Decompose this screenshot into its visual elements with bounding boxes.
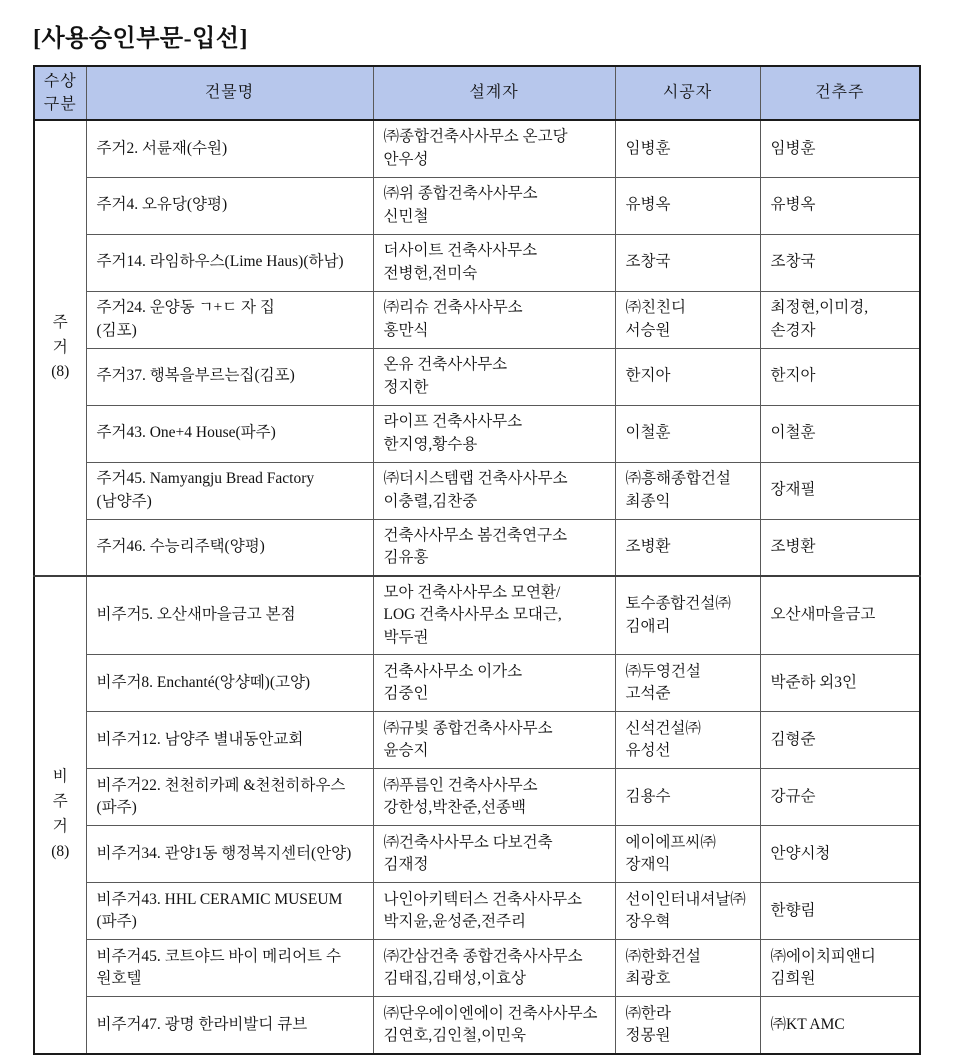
designer-cell: ㈜더시스템랩 건축사사무소 이충렬,김찬중 (373, 462, 615, 519)
table-row (34, 405, 920, 462)
award-group-cell: 주 거 (8) (34, 120, 86, 576)
table-row (34, 348, 920, 405)
building-name-cell: 비주거8. Enchanté(앙샹떼)(고양) (86, 655, 373, 712)
constructor-cell: ㈜한라 정몽원 (615, 997, 760, 1054)
building-name-cell: 비주거43. HHL CERAMIC MUSEUM (파주) (86, 883, 373, 940)
designer-cell: ㈜종합건축사사무소 온고당 안우성 (373, 120, 615, 177)
building-name-cell: 비주거47. 광명 한라비발디 큐브 (86, 997, 373, 1054)
owner-cell: 안양시청 (760, 826, 920, 883)
owner-cell: 김형준 (760, 712, 920, 769)
table-row (34, 291, 920, 348)
constructor-cell: ㈜두영건설 고석준 (615, 655, 760, 712)
owner-cell: 최정현,이미경,손경자 (760, 291, 920, 348)
owner-cell: 박준하 외3인 (760, 655, 920, 712)
designer-cell: 더사이트 건축사사무소 전병헌,전미숙 (373, 234, 615, 291)
table-row (34, 826, 920, 883)
building-name-cell: 주거43. One+4 House(파주) (86, 405, 373, 462)
award-group-cell: 비 주 거 (8) (34, 576, 86, 1054)
table-row (34, 940, 920, 997)
building-name-cell: 비주거34. 관양1동 행정복지센터(안양) (86, 826, 373, 883)
designer-cell: 라이프 건축사사무소 한지영,황수용 (373, 405, 615, 462)
table-row (34, 769, 920, 826)
designer-cell: ㈜위 종합건축사사무소 신민철 (373, 177, 615, 234)
constructor-cell: ㈜한화건설 최광호 (615, 940, 760, 997)
table-row (34, 576, 920, 655)
constructor-cell: 조창국 (615, 234, 760, 291)
constructor-cell: 임병훈 (615, 120, 760, 177)
designer-cell: 모아 건축사사무소 모연환/ LOG 건축사사무소 모대근,박두권 (373, 576, 615, 655)
table-row (34, 120, 920, 177)
constructor-cell: 선이인터내셔날㈜ 장우혁 (615, 883, 760, 940)
table-row (34, 712, 920, 769)
table-row (34, 177, 920, 234)
owner-cell: 이철훈 (760, 405, 920, 462)
header-row (34, 66, 920, 120)
designer-cell: ㈜간삼건축 종합건축사사무소 김태집,김태성,이효상 (373, 940, 615, 997)
constructor-cell: 조병환 (615, 519, 760, 576)
owner-cell: 오산새마을금고 (760, 576, 920, 655)
constructor-cell: 유병옥 (615, 177, 760, 234)
building-name-cell: 주거14. 라임하우스(Lime Haus)(하남) (86, 234, 373, 291)
designer-cell: ㈜단우에이엔에이 건축사사무소 김연호,김인철,이민욱 (373, 997, 615, 1054)
owner-cell: ㈜에이치피앤디 김희원 (760, 940, 920, 997)
owner-cell: 한향림 (760, 883, 920, 940)
building-name-cell: 주거24. 운양동 ㄱ+ㄷ 자 집 (김포) (86, 291, 373, 348)
owner-cell: 장재필 (760, 462, 920, 519)
table-header (34, 66, 920, 120)
constructor-cell: ㈜흥해종합건설 최종익 (615, 462, 760, 519)
awards-table (33, 65, 921, 1055)
header-building-name: 건물명 (86, 66, 373, 120)
table-row (34, 462, 920, 519)
constructor-cell: 김용수 (615, 769, 760, 826)
table-body (34, 120, 920, 1054)
owner-cell: 유병옥 (760, 177, 920, 234)
designer-cell: ㈜푸름인 건축사사무소 강한성,박찬준,선종백 (373, 769, 615, 826)
building-name-cell: 비주거12. 남양주 별내동안교회 (86, 712, 373, 769)
constructor-cell: 토수종합건설㈜ 김애리 (615, 576, 760, 655)
page-title: [사용승인부문-입선] (33, 26, 248, 52)
header-award-category: 수상 구분 (34, 66, 86, 120)
building-name-cell: 비주거22. 천천히카페 &천천히하우스 (파주) (86, 769, 373, 826)
table-row (34, 655, 920, 712)
constructor-cell: 신석건설㈜ 유성선 (615, 712, 760, 769)
owner-cell: 조병환 (760, 519, 920, 576)
building-name-cell: 주거37. 행복을부르는집(김포) (86, 348, 373, 405)
building-name-cell: 비주거5. 오산새마을금고 본점 (86, 576, 373, 655)
designer-cell: ㈜규빛 종합건축사사무소 윤승지 (373, 712, 615, 769)
header-constructor: 시공자 (615, 66, 760, 120)
constructor-cell: 한지아 (615, 348, 760, 405)
table-row (34, 234, 920, 291)
building-name-cell: 주거45. Namyangju Bread Factory (남양주) (86, 462, 373, 519)
table-row (34, 997, 920, 1054)
building-name-cell: 주거46. 수능리주택(양평) (86, 519, 373, 576)
designer-cell: ㈜리슈 건축사사무소 홍만식 (373, 291, 615, 348)
owner-cell: 강규순 (760, 769, 920, 826)
owner-cell: 조창국 (760, 234, 920, 291)
designer-cell: 건축사사무소 이가소 김중인 (373, 655, 615, 712)
table-row (34, 519, 920, 576)
constructor-cell: 이철훈 (615, 405, 760, 462)
constructor-cell: 에이에프씨㈜ 장재익 (615, 826, 760, 883)
header-designer: 설계자 (373, 66, 615, 120)
header-owner: 건추주 (760, 66, 920, 120)
building-name-cell: 비주거45. 코트야드 바이 메리어트 수 원호텔 (86, 940, 373, 997)
designer-cell: 나인아키텍터스 건축사사무소 박지윤,윤성준,전주리 (373, 883, 615, 940)
owner-cell: 한지아 (760, 348, 920, 405)
building-name-cell: 주거4. 오유당(양평) (86, 177, 373, 234)
designer-cell: 온유 건축사사무소 정지한 (373, 348, 615, 405)
building-name-cell: 주거2. 서륜재(수원) (86, 120, 373, 177)
table-row (34, 883, 920, 940)
owner-cell: 임병훈 (760, 120, 920, 177)
designer-cell: 건축사사무소 봄건축연구소 김유홍 (373, 519, 615, 576)
owner-cell: ㈜KT AMC (760, 997, 920, 1054)
constructor-cell: ㈜친친디 서승원 (615, 291, 760, 348)
designer-cell: ㈜건축사사무소 다보건축 김재정 (373, 826, 615, 883)
